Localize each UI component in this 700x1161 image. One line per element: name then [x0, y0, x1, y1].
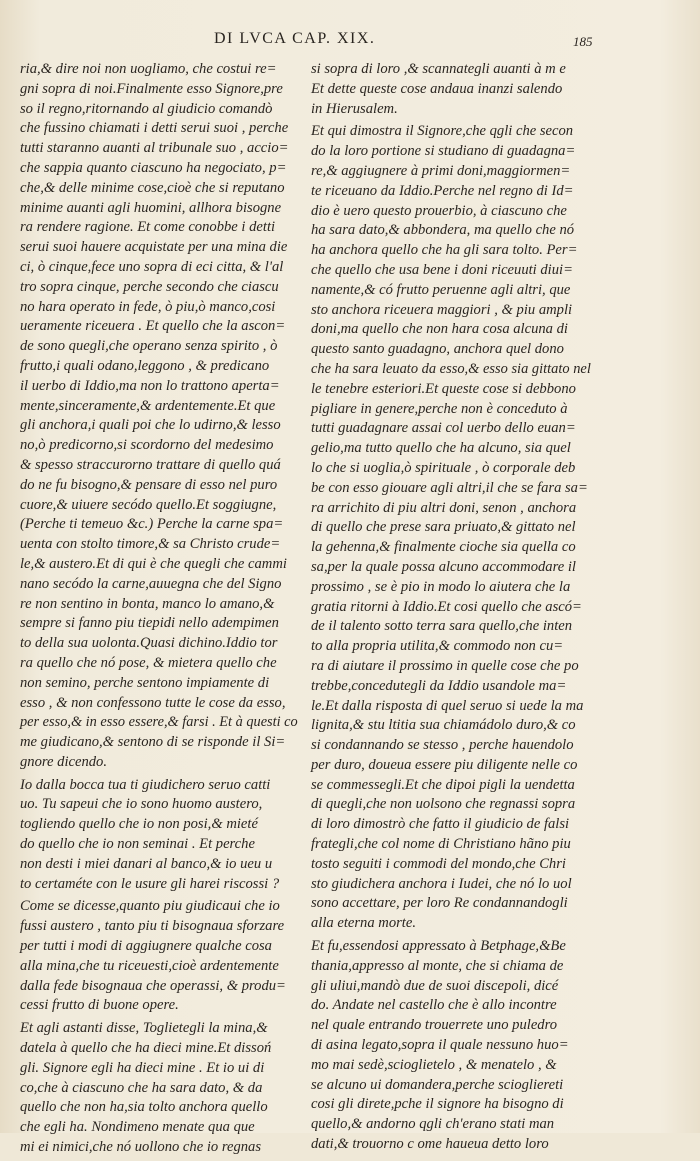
text-line: ra rendere ragione. Et come conobbe i detti	[20, 219, 276, 236]
text-line: quello che non ha,sia tolto anchora quello	[20, 1099, 268, 1116]
text-line: tosto seguiti i commodi del mondo,che Chri	[311, 855, 566, 872]
text-line: per tutti i modi di aggiugnere qualche cosa	[20, 938, 272, 955]
text-line: ha anchora quello che ha gli sara tolto. Per=	[311, 242, 578, 259]
text-line: de sono quegli,che operano senza spirito , ò	[20, 338, 278, 355]
paragraph	[20, 1019, 298, 1158]
text-line: prossimo , se è pio in modo lo aiutera che la	[311, 578, 571, 595]
text-line: per esso,& in esso essere,& farsi . Et à questi co	[20, 714, 298, 731]
text-line: si sopra di loro ,& scannategli auanti à m e	[311, 61, 566, 77]
text-line: sto giudichera anchora i Iudei, che nó lo uol	[311, 875, 572, 892]
text-line: te riceuano da Iddio.Perche nel regno di Id=	[311, 182, 574, 199]
text-line: se alcuno ui domandera,perche sciogliereti	[311, 1076, 564, 1093]
text-line: lignita,& stu ltitia sua chiamádolo duro,& co	[311, 717, 576, 734]
text-line: & spesso straccurorno trattare di quello quá	[20, 456, 281, 473]
text-line: trebbe,concedutegli da Iddio usandole ma=	[311, 677, 567, 694]
text-line: Et agli astanti disse, Toglietegli la mina,&	[20, 1020, 268, 1037]
text-line: to certaméte con le usure gli harei riscossi ?	[20, 875, 280, 892]
text-line: ra quello che nó pose, & mietera quello che	[20, 654, 277, 671]
text-line: in Hierusalem.	[311, 100, 398, 117]
text-line: per duro, doueua essere piu diligente nelle co	[311, 756, 578, 773]
text-line: il uerbo di Iddio,ma non lo trattono aperta=	[20, 377, 280, 394]
text-line: Et qui dimostra il Signore,che qgli che secon	[311, 123, 574, 140]
text-line: mo mai sedè,scioglietelo , & menatelo , &	[311, 1056, 557, 1073]
page-number: 185	[573, 34, 593, 49]
paragraph	[20, 897, 298, 1016]
text-line: di loro dimostrò che fatto il giudicio de falsi	[311, 816, 570, 833]
text-line: serui suoi hauere acquistate per una mina die	[20, 239, 288, 256]
text-line: co,che à ciascuno che ha sara dato, & da	[20, 1079, 263, 1096]
text-line: doni,ma quello che non hara cosa alcuna di	[311, 321, 568, 338]
text-line: tro sopra cinque, perche secondo che ciascu	[20, 278, 279, 295]
text-line: mi ei nimici,che nó uollono che io regnas	[20, 1139, 262, 1156]
paragraph	[311, 937, 591, 1155]
text-line: cosi gli direte,pche il signore ha bisogno di	[311, 1096, 564, 1113]
text-line: be con esso giouare agli altri,il che se fara sa=	[311, 479, 588, 496]
text-line: no hara operato in fede, ò piu,ò manco,cosi	[20, 298, 276, 315]
text-line: nano secódo la carne,auuegna che del Signo	[20, 575, 282, 592]
text-line: gli anchora,i quali poi che lo udirno,& lesso	[20, 417, 281, 434]
text-line: ra di aiutare il prossimo in quelle cose che po	[311, 657, 579, 674]
text-column-left	[20, 60, 298, 1161]
running-head	[0, 30, 700, 52]
paragraph	[20, 776, 298, 895]
text-line: minime auanti agli huomini, allhora bisogne	[20, 199, 282, 216]
text-line: di asina legato,sopra il quale nessuno huo=	[311, 1037, 569, 1054]
text-line: di quegli,che non uolsono che regnassi sopra	[311, 796, 576, 813]
paragraph	[20, 60, 298, 773]
text-line: sa,per la quale possa alcuno accommodare il	[311, 558, 576, 575]
paragraph	[311, 122, 591, 934]
text-line: do la loro portione si studiano di guadagna=	[311, 143, 576, 160]
text-line: si condannando se stesso , perche hauendolo	[311, 737, 574, 754]
text-line: gli uliui,mandò due de suoi discepoli, dicé	[311, 977, 559, 994]
text-line: do quello che io non seminai . Et perche	[20, 836, 255, 853]
text-line: datela à quello che ha dieci mine.Et dissoń	[20, 1040, 272, 1057]
text-line: ha sara dato,& abbondera, ma quello che nó	[311, 222, 575, 239]
text-line: che fussino chiamati i detti serui suoi , perche	[20, 120, 289, 137]
text-line: tutti staranno auanti al tribunale suo , accio=	[20, 140, 289, 157]
text-line: de il talento sotto terra sara quello,che inten	[311, 618, 573, 635]
text-line: di quello che prese sara priuato,& gittato nel	[311, 519, 576, 536]
text-line: Come se dicesse,quanto piu giudicaui che io	[20, 898, 280, 915]
text-line: no,ò predicorno,si scordorno del medesimo	[20, 437, 274, 454]
text-line: ueramente riceuera . Et quello che la ascon=	[20, 318, 286, 335]
text-line: gli. Signore egli ha dieci mine . Et io ui di	[20, 1059, 265, 1076]
text-line: ria,& dire noi non uogliamo, che costui re=	[20, 61, 277, 77]
text-line: ci, ò cinque,fece uno sopra di eci citta, & l'al	[20, 258, 284, 275]
text-line: dalla fede bisognaua che operassi, & produ=	[20, 977, 286, 994]
text-column-right	[311, 60, 591, 1158]
text-line: fussi austero , tanto piu ti bisognaua sforzare	[20, 918, 285, 935]
text-line: do ne fu bisogno,& pensare di esso nel puro	[20, 476, 278, 493]
text-line: che sappia quanto ciascuno ha negociato, p=	[20, 159, 287, 176]
text-line: Et dette queste cose andaua inanzi salendo	[311, 80, 563, 97]
text-line: sto anchora riceuera maggiori , & piu ampli	[311, 301, 573, 318]
text-line: frategli,che col nome di Christiano hãno piu	[311, 836, 571, 853]
text-line: uenta con stolto timore,& sa Christo crude=	[20, 536, 281, 553]
text-line: cessi frutto di buone opere.	[20, 997, 179, 1014]
running-title: DI LVCA CAP. XIX.	[214, 30, 376, 47]
text-line: la gehenna,& finalmente cioche sia quella co	[311, 539, 576, 556]
text-line: re,& aggiugnere à primi doni,maggiormen=	[311, 162, 571, 179]
text-line: ra arrichito di piu altri doni, senon , anchora	[311, 499, 577, 516]
text-line: esso , & non confessono tutte le cose da esso,	[20, 694, 286, 711]
text-line: tutti guadagnare assai col uerbo dello euan=	[311, 420, 576, 437]
text-line: gni sopra di noi.Finalmente esso Signore,pre	[20, 80, 283, 97]
text-line: dio è uero questo prouerbio, à ciascuno che	[311, 202, 567, 219]
text-line: le,& austero.Et di qui è che quegli che cammi	[20, 555, 287, 572]
text-line: (Perche ti temeuo &c.) Perche la carne spa=	[20, 516, 284, 533]
text-line: re non sentino in bonta, manco lo amano,&	[20, 595, 275, 612]
text-line: che quello che usa bene i doni riceuuti diui=	[311, 261, 573, 278]
text-line: so il regno,ritornando al giudicio comandò	[20, 100, 273, 117]
text-line: thania,appresso al monte, che si chiama de	[311, 957, 564, 974]
text-line: frutto,i quali odano,leggono , & predicano	[20, 357, 270, 374]
text-line: namente,& có frutto peruenne agli altri, que	[311, 281, 571, 298]
text-line: togliendo quello che io non posi,& mieté	[20, 816, 258, 833]
text-line: uo. Tu sapeui che io sono huomo austero,	[20, 796, 263, 813]
text-line: alla mina,che tu riceuesti,cioè ardentemente	[20, 957, 279, 974]
text-line: quello,& andorno qgli ch'erano stati man	[311, 1116, 555, 1133]
text-line: le.Et dalla risposta di quel seruo si uede la ma	[311, 697, 584, 714]
text-line: Et fu,essendosi appressato à Betphage,&Be	[311, 938, 566, 955]
text-line: gnore dicendo.	[20, 753, 107, 770]
text-line: sono accettare, per loro Re condannandogli	[311, 895, 568, 912]
text-line: alla eterna morte.	[311, 915, 416, 932]
text-line: che,& delle minime cose,cioè che si reputano	[20, 179, 285, 196]
text-line: do. Andate nel castello che è allo incontre	[311, 997, 557, 1014]
text-line: questo santo guadagno, anchora quel dono	[311, 341, 564, 358]
text-line: Io dalla bocca tua ti giudichero seruo catti	[20, 776, 271, 793]
paragraph	[311, 60, 591, 119]
text-line: che ha sara leuato da esso,& esso sia gittato nel	[311, 360, 591, 377]
text-line: che egli ha. Nondimeno menate qua que	[20, 1119, 255, 1136]
text-line: le tenebre esteriori.Et queste cose si debbono	[311, 380, 576, 397]
text-line: gelio,ma tutto quello che ha alcuno, sia quel	[311, 440, 571, 457]
text-line: se commessegli.Et che dipoi pigli la uendetta	[311, 776, 575, 793]
text-line: sempre si fanno piu tiepidi nello adempimen	[20, 615, 279, 632]
text-line: to alla propria utilita,& commodo non cu=	[311, 638, 564, 655]
text-line: dati,& trouorno c ome haueua detto loro	[311, 1136, 549, 1153]
text-line: non semino, perche sentono impiamente di	[20, 674, 270, 691]
text-line: lo che si uoglia,ò spirituale , ò corporale deb	[311, 459, 576, 476]
text-line: pigliare in genere,perche non è conceduto à	[311, 400, 568, 417]
text-line: cuore,& uiuere secódo quello.Et soggiugne,	[20, 496, 277, 513]
text-line: gratia ritorni à Iddio.Et cosi quello che ascó=	[311, 598, 582, 615]
text-line: me giudicano,& sentono di se risponde il Si=	[20, 734, 286, 751]
text-line: non desti i miei danari al banco,& io ueu u	[20, 855, 273, 872]
text-line: to della sua uolonta.Quasi dichino.Iddio tor	[20, 635, 278, 652]
text-line: mente,sinceramente,& ardentemente.Et que	[20, 397, 276, 414]
text-line: nel quale entrando trouerrete uno puledro	[311, 1017, 558, 1034]
